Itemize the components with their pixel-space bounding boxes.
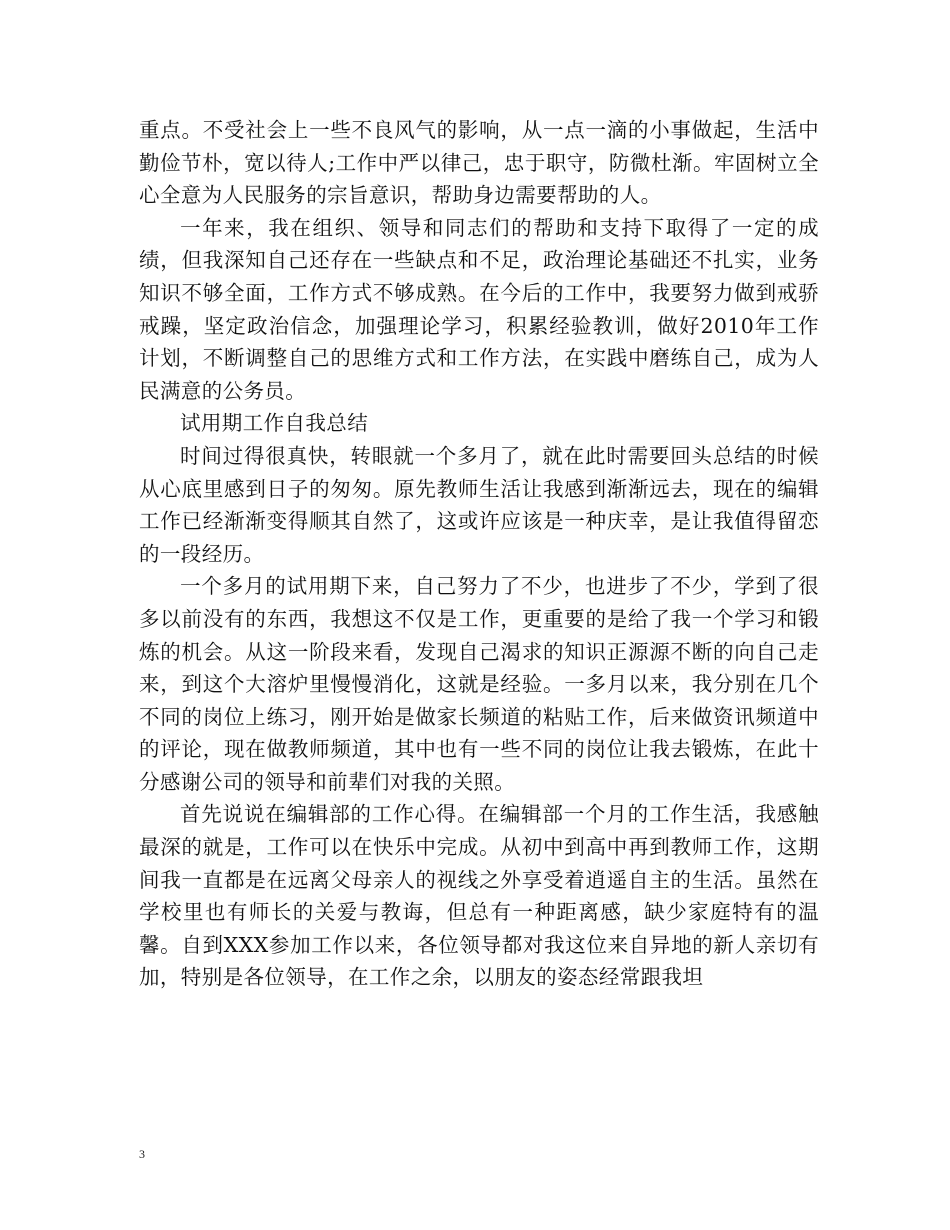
paragraph: 时间过得很真快，转眼就一个多月了，就在此时需要回头总结的时候从心底里感到日子的匆匆。原先教师生活让我感到渐渐远去，现在的编辑工作已经渐渐变得顺其自然了，这或许应该是一种庆幸，是让我值得留恋的一段经历。 [139, 443, 819, 566]
document-body [139, 114, 819, 994]
paragraph: 一年来，我在组织、领导和同志们的帮助和支持下取得了一定的成绩，但我深知自己还存在一些缺点和不足，政治理论基础还不扎实，业务知识不够全面，工作方式不够成熟。在今后的工作中，我要努力做到戒骄戒躁，坚定政治信念，加强理论学习，积累经验教训，做好2010年工作计划，不断调整自己的思维方式和工作方法，在实践中磨练自己，成为人民满意的公务员。 [139, 215, 819, 403]
page-number: 3 [139, 1147, 145, 1161]
paragraph: 一个多月的试用期下来，自己努力了不少，也进步了不少，学到了很多以前没有的东西，我想这不仅是工作，更重要的是给了我一个学习和锻炼的机会。从这一阶段来看，发现自己渴求的知识正源源不断的向自己走来，到这个大溶炉里慢慢消化，这就是经验。一多月以来，我分别在几个不同的岗位上练习，刚开始是做家长频道的粘贴工作，后来做资讯频道中的评论，现在做教师频道，其中也有一些不同的岗位让我去锻炼，在此十分感谢公司的领导和前辈们对我的关照。 [139, 574, 819, 794]
paragraph: 首先说说在编辑部的工作心得。在编辑部一个月的工作生活，我感触最深的就是，工作可以在快乐中完成。从初中到高中再到教师工作，这期间我一直都是在远离父母亲人的视线之外享受着逍遥自主的生活。虽然在学校里也有师长的关爱与教诲，但总有一种距离感，缺少家庭特有的温馨。自到XXX参加工作以来，各位领导都对我这位来自异地的新人亲切有加，特别是各位领导，在工作之余，以朋友的姿态经常跟我坦 [139, 802, 819, 990]
section-heading: 试用期工作自我总结 [180, 411, 369, 436]
paragraph-continued: 重点。不受社会上一些不良风气的影响，从一点一滴的小事做起，生活中勤俭节朴，宽以待人;工作中严以律己，忠于职守，防微杜渐。牢固树立全心全意为人民服务的宗旨意识，帮助身边需要帮助的人。 [139, 118, 819, 208]
